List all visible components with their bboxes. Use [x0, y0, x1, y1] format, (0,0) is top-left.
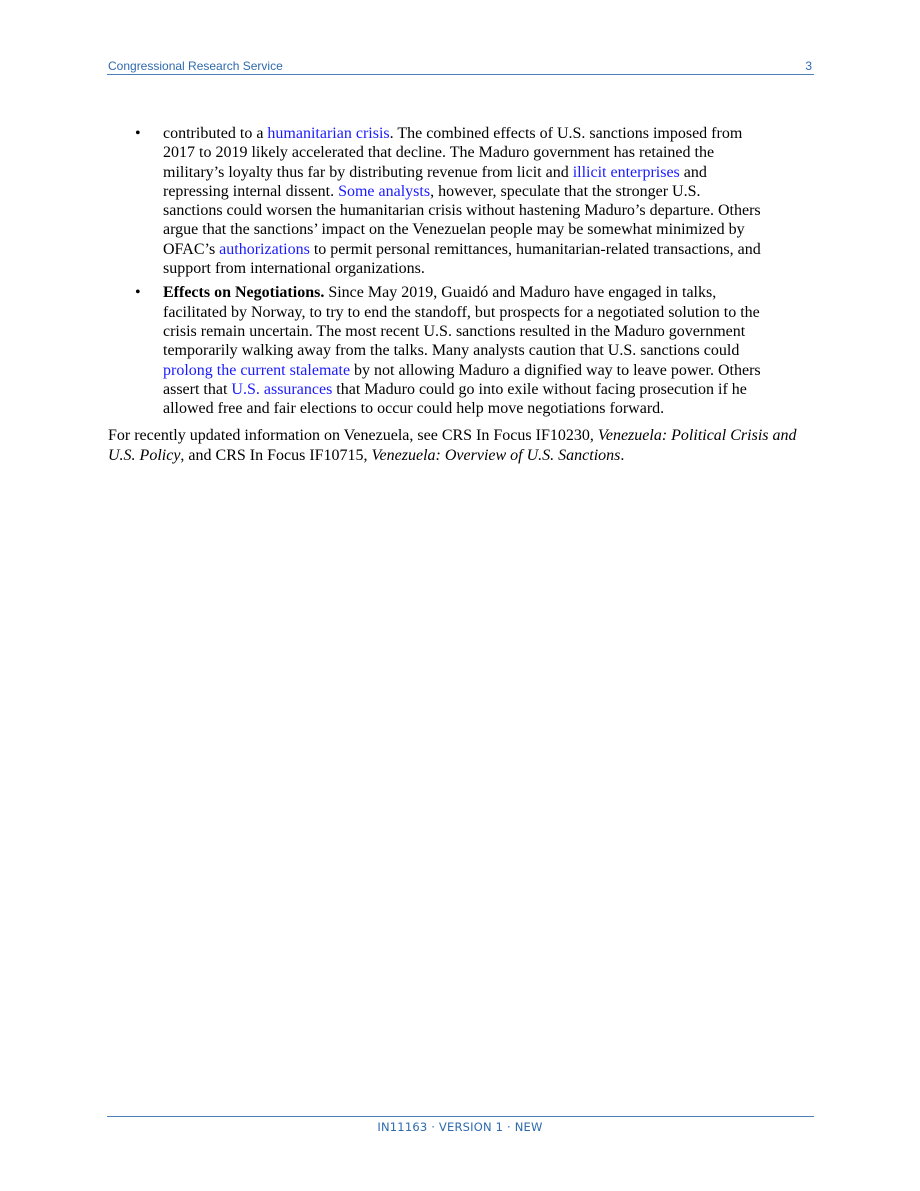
- link-us-assurances[interactable]: U.S. assurances: [231, 380, 333, 398]
- link-prolong-stalemate[interactable]: prolong the current stalemate: [163, 361, 351, 379]
- bullet-text: by not allowing Maduro a dignified way to leave power. Others assert that: [163, 361, 761, 398]
- bullet-text: , however, speculate that the stronger U.S. sanctions could worsen the humanitarian crisis without hastening Maduro’s departure. Others argue that the sanctions’ impact on the Venezuelan people may be somewhat minimized by OFAC’s: [163, 182, 761, 258]
- bullet-text: . The combined effects of U.S. sanctions imposed from 2017 to 2019 likely accelerated that decline. The Maduro government has retained the military’s loyalty thus far by distributing revenue from licit and: [163, 125, 743, 181]
- link-humanitarian-crisis[interactable]: humanitarian crisis: [267, 125, 390, 142]
- closing-text: For recently updated information on Venezuela, see CRS In Focus IF10230,: [108, 427, 598, 445]
- page-number: 3: [805, 59, 812, 73]
- bullet-text: that Maduro could go into exile without facing prosecution if he allowed free and fair elections to occur could help move negotiations forward.: [163, 380, 747, 418]
- bullet-list: [108, 124, 808, 418]
- link-authorizations[interactable]: authorizations: [219, 240, 310, 258]
- main-content: [108, 124, 808, 481]
- bullet-icon: •: [135, 125, 141, 142]
- link-illicit-enterprises[interactable]: illicit enterprises: [572, 163, 680, 181]
- report-title-if10715: Venezuela: Overview of U.S. Sanctions: [371, 446, 621, 464]
- report-title-if10230: Venezuela: Political Crisis and U.S. Policy: [108, 427, 797, 464]
- bullet-text: and repressing internal dissent.: [163, 163, 707, 200]
- bullet-item-effects-on-negotiations: [108, 283, 808, 418]
- closing-text: .: [620, 446, 625, 464]
- footer-label: IN11163 · VERSION 1 · NEW: [377, 1120, 543, 1134]
- bullet-item-humanitarian-crisis: [108, 124, 808, 278]
- closing-text: , and CRS In Focus IF10715,: [180, 446, 372, 464]
- bullet-text: to permit personal remittances, humanitarian-related transactions, and support from international organizations.: [163, 240, 761, 278]
- link-some-analysts[interactable]: Some analysts: [338, 182, 431, 200]
- header-title: Congressional Research Service: [108, 59, 283, 73]
- bullet-icon: •: [135, 284, 141, 302]
- closing-paragraph: [108, 426, 808, 465]
- bullet-heading: Effects on Negotiations.: [163, 284, 325, 302]
- page-header: [107, 56, 814, 75]
- bullet-text: contributed to a: [163, 125, 268, 142]
- footer-divider: [107, 1116, 814, 1117]
- bullet-text: Since May 2019, Guaidó and Maduro have engaged in talks, facilitated by Norway, to try to end the standoff, but prospects for a negotiated solution to the crisis remain uncertain. The most recent U.S. sanctions resulted in the Maduro government temporarily walking away from the talks. Many analysts caution that U.S. sanctions could: [163, 284, 760, 360]
